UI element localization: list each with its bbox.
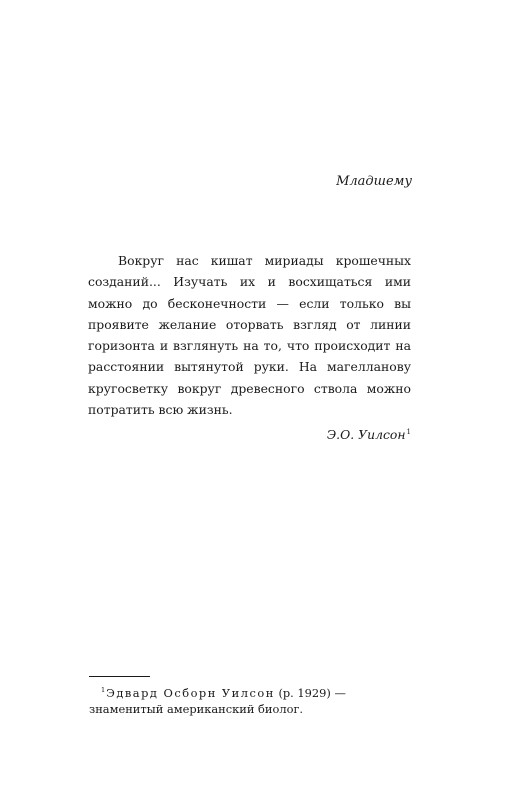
epigraph-attribution [88, 422, 411, 445]
epigraph [88, 250, 411, 446]
footnote-text [89, 682, 413, 717]
footnote [89, 682, 413, 717]
epigraph-author: Э.О. Уилсон [326, 427, 406, 443]
footnote-body: (р. 1929) — знаменитый американский биолог. [89, 686, 346, 716]
epigraph-text: Вокруг нас кишат мириады крошечных созданий... Изучать их и восхищаться ими можно до бесконечности — если только вы проявите желание оторвать взгляд от линии горизонта и взглянуть на то, что происходит на расстоянии вытянутой руки. На магелланову кругосветку вокруг древесного ствола можно потратить всю жизнь. [88, 253, 411, 418]
footnote-marker: 1 [101, 686, 106, 694]
footnote-reference: 1 [406, 428, 411, 437]
footnote-name: Эдвард Осборн Уилсон [106, 686, 275, 700]
dedication: Младшему [336, 174, 412, 189]
footnote-divider [89, 676, 150, 677]
